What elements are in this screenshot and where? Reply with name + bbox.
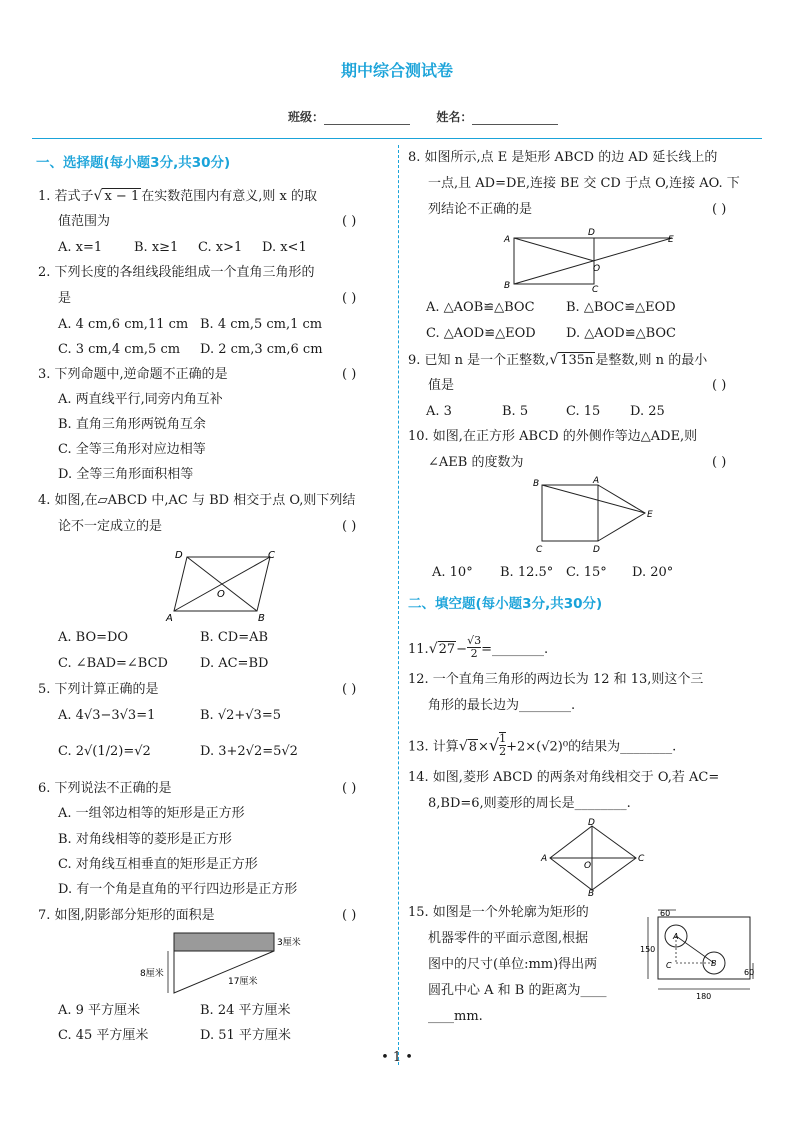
q8-line3: 列结论不正确的是 (428, 202, 533, 217)
q8-option-c: C. △AOD≌△EOD (426, 326, 536, 341)
q2-line2: 是 (58, 291, 72, 306)
q11-minus: − (456, 642, 468, 657)
q1-option-b: B. x≥1 (134, 240, 179, 255)
q14-label-c: C (638, 854, 645, 864)
q9-option-c: C. 15 (566, 404, 601, 419)
q15-label-a: A (673, 932, 679, 941)
q1-option-c: C. x>1 (198, 240, 243, 255)
q2-option-a: A. 4 cm,6 cm,11 cm (58, 317, 189, 332)
q5-option-c: C. 2√(1/2)=√2 (58, 744, 151, 759)
class-label: 班级： (288, 110, 325, 124)
q13-line: 13. 计算√8×√ $\frac{1}{2}$ +2×(√2)⁰的结果为________. (408, 732, 677, 758)
q6-answer-paren[interactable]: ( ) (342, 781, 357, 796)
q11-radicand: 27 (438, 642, 456, 657)
q13-radicand: 8 (468, 739, 478, 755)
q13-numerator: 1 (499, 732, 507, 745)
q3-option-a: A. 两直线平行,同旁内角互补 (58, 392, 223, 407)
q4-label-b: B (258, 613, 265, 624)
q9-option-a: A. 3 (426, 404, 452, 419)
q8-option-a: A. △AOB≌△BOC (426, 300, 535, 315)
q10-label-a: A (593, 476, 600, 486)
q1-text-b: 在实数范围内有意义,则 x 的取 (141, 189, 317, 204)
q4-line1: 4. 如图,在▱ABCD 中,AC 与 BD 相交于点 O,则下列结 (38, 493, 356, 508)
q13-text-a: 13. 计算 (408, 739, 459, 755)
q4-diagonal-ac (174, 557, 270, 611)
q14-line1: 14. 如图,菱形 ABCD 的两条对角线相交于 O,若 AC= (408, 770, 720, 785)
q10-line1: 10. 如图,在正方形 ABCD 的外侧作等边△ADE,则 (408, 429, 698, 444)
q7-triangle (174, 951, 274, 993)
q3-line1: 3. 下列命题中,逆命题不正确的是 (38, 367, 228, 382)
q8-label-b: B (504, 281, 511, 291)
q13-denominator: 2 (499, 745, 507, 758)
q6-option-a: A. 一组邻边相等的矩形是正方形 (58, 806, 245, 821)
q10-label-d: D (593, 545, 600, 555)
q4-line2: 论不一定成立的是 (58, 519, 163, 534)
q14-rhombus-figure (540, 818, 650, 896)
q6-option-d: D. 有一个角是直角的平行四边形是正方形 (58, 882, 298, 897)
q14-label-a: A (541, 854, 548, 864)
q14-line2[interactable]: 8,BD=6,则菱形的周长是________. (428, 796, 631, 811)
q14-label-d: D (588, 818, 595, 828)
q9-text-b: 是整数,则 n 的最小 (595, 353, 708, 368)
q15-line2: 机器零件的平面示意图,根据 (428, 931, 589, 946)
q5-line1: 5. 下列计算正确的是 (38, 682, 159, 697)
q7-label-height: 8厘米 (140, 969, 164, 979)
column-divider (398, 145, 399, 1065)
q10-label-e: E (647, 510, 653, 520)
q10-figure (530, 475, 660, 557)
q7-shaded-rectangle (174, 933, 274, 951)
q6-line1: 6. 下列说法不正确的是 (38, 781, 172, 796)
q4-label-o: O (217, 589, 225, 600)
q10-answer-paren[interactable]: ( ) (712, 455, 727, 470)
q11-line: 11.√27− $\frac{√3}{2}$ =________. (408, 634, 549, 660)
q9-line2: 值是 (428, 378, 455, 393)
class-blank[interactable] (324, 124, 410, 125)
q1-line1: 1. 若式子√ x − 1 在实数范围内有意义,则 x 的取 (38, 188, 317, 204)
q10-option-a: A. 10° (432, 565, 473, 580)
q7-label-width: 3厘米 (277, 938, 301, 948)
q11-blank[interactable]: =________. (481, 642, 549, 657)
q11-numerator: √3 (467, 634, 482, 647)
q2-option-d: D. 2 cm,3 cm,6 cm (200, 342, 323, 357)
q10-option-d: D. 20° (632, 565, 674, 580)
q10-label-c: C (536, 545, 543, 555)
q13-text-b[interactable]: +2×(√2)⁰的结果为________. (506, 739, 677, 755)
q8-rectangle (514, 238, 594, 284)
q7-label-hypotenuse: 17厘米 (228, 977, 258, 987)
q1-option-d: D. x<1 (262, 240, 307, 255)
q15-label-b: B (711, 959, 717, 968)
q8-label-o: O (593, 264, 601, 274)
q3-option-c: C. 全等三角形对应边相等 (58, 442, 206, 457)
q11-denominator: 2 (470, 647, 478, 660)
q15-line-ab (676, 936, 714, 963)
q3-option-b: B. 直角三角形两锐角互余 (58, 417, 206, 432)
q2-option-b: B. 4 cm,5 cm,1 cm (200, 317, 323, 332)
q12-line2[interactable]: 角形的最长边为________. (428, 698, 576, 713)
q1-option-a: A. x=1 (58, 240, 103, 255)
q9-answer-paren[interactable]: ( ) (712, 378, 727, 393)
q15-label-180: 180 (696, 992, 712, 1001)
q15-label-60-top: 60 (660, 909, 671, 918)
q14-label-o: O (584, 861, 592, 871)
q13-times: × (478, 739, 489, 755)
q15-line3: 图中的尺寸(单位:mm)得出两 (428, 957, 598, 972)
q1-line2: 值范围为 (58, 214, 111, 229)
q7-option-d: D. 51 平方厘米 (200, 1028, 291, 1043)
name-blank[interactable] (472, 124, 558, 125)
q12-line1: 12. 一个直角三角形的两边长为 12 和 13,则这个三 (408, 672, 704, 687)
q2-answer-paren[interactable]: ( ) (342, 291, 357, 306)
q8-label-a: A (504, 235, 511, 245)
q15-label-150: 150 (640, 945, 656, 954)
q8-label-c: C (592, 285, 599, 294)
q9-radicand: 135n (560, 353, 594, 368)
q15-line4[interactable]: 圆孔中心 A 和 B 的距离为____ (428, 983, 607, 998)
q4-option-c: C. ∠BAD=∠BCD (58, 656, 168, 671)
q2-option-c: C. 3 cm,4 cm,5 cm (58, 342, 181, 357)
q5-option-b: B. √2+√3=5 (200, 708, 281, 723)
q15-machine-part-figure (640, 905, 758, 1003)
q4-option-d: D. AC=BD (200, 656, 269, 671)
section-fill-title: 二、填空题(每小题3分,共30分) (408, 596, 603, 612)
q6-option-b: B. 对角线相等的菱形是正方形 (58, 832, 232, 847)
class-name-line (288, 108, 558, 125)
name-label: 姓名： (436, 110, 473, 124)
q9-option-d: D. 25 (630, 404, 665, 419)
q15-line5[interactable]: ____mm. (428, 1009, 483, 1024)
q8-line-ao (514, 238, 594, 261)
page-number: • 1 • (381, 1050, 413, 1065)
q8-line2: 一点,且 AD=DE,连接 BE 交 CD 于点 O,连接 AO. 下 (428, 176, 740, 191)
q4-label-d: D (175, 550, 183, 561)
q4-parallelogram-figure (165, 545, 280, 625)
q8-option-d: D. △AOD≌△BOC (566, 326, 676, 341)
q14-label-b: B (588, 889, 595, 896)
q7-option-b: B. 24 平方厘米 (200, 1003, 291, 1018)
q10-triangle-sides (598, 485, 645, 541)
q15-line1: 15. 如图是一个外轮廓为矩形的 (408, 905, 589, 920)
q10-option-b: B. 12.5° (500, 565, 554, 580)
q10-option-c: C. 15° (566, 565, 607, 580)
q7-option-c: C. 45 平方厘米 (58, 1028, 149, 1043)
q10-line-be (542, 485, 645, 513)
q8-line1: 8. 如图所示,点 E 是矩形 ABCD 的边 AD 延长线上的 (408, 150, 718, 165)
q4-label-a: A (166, 613, 173, 624)
q4-option-a: A. BO=DO (58, 630, 129, 645)
q5-answer-paren[interactable]: ( ) (342, 682, 357, 697)
q1-text-a: 1. 若式子 (38, 189, 94, 204)
q7-figure (138, 928, 318, 998)
section-choice-title: 一、选择题(每小题3分,共30分) (36, 155, 231, 171)
q7-option-a: A. 9 平方厘米 (58, 1003, 141, 1018)
q1-answer-paren[interactable]: ( ) (342, 214, 357, 229)
q9-text-a: 9. 已知 n 是一个正整数, (408, 353, 550, 368)
q8-label-d: D (588, 228, 595, 238)
page-title: 期中综合测试卷 (340, 61, 453, 80)
q2-line1: 2. 下列长度的各组线段能组成一个直角三角形的 (38, 265, 315, 280)
q10-square (542, 485, 598, 541)
q3-answer-paren[interactable]: ( ) (342, 367, 357, 382)
q10-line2: ∠AEB 的度数为 (428, 455, 524, 470)
q15-label-c: C (666, 961, 672, 970)
top-divider (32, 138, 762, 139)
q10-label-b: B (533, 479, 540, 489)
q1-radicand: x − 1 (104, 189, 140, 204)
q3-option-d: D. 全等三角形面积相等 (58, 467, 194, 482)
q8-option-b: B. △BOC≌△EOD (566, 300, 676, 315)
q4-label-c: C (268, 550, 275, 561)
q4-answer-paren[interactable]: ( ) (342, 519, 357, 534)
q11-number: 11. (408, 642, 429, 657)
q8-figure (500, 226, 685, 294)
q7-answer-paren[interactable]: ( ) (342, 908, 357, 923)
q9-line1: 9. 已知 n 是一个正整数,√ 135n 是整数,则 n 的最小 (408, 352, 708, 368)
q8-label-e: E (668, 235, 674, 245)
q9-option-b: B. 5 (502, 404, 529, 419)
q8-answer-paren[interactable]: ( ) (712, 202, 727, 217)
q7-line1: 7. 如图,阴影部分矩形的面积是 (38, 908, 215, 923)
q5-option-a: A. 4√3−3√3=1 (58, 708, 156, 723)
q6-option-c: C. 对角线互相垂直的矩形是正方形 (58, 857, 258, 872)
q5-option-d: D. 3+2√2=5√2 (200, 744, 298, 759)
q15-label-60-right: 60 (744, 968, 755, 977)
q4-option-b: B. CD=AB (200, 630, 269, 645)
